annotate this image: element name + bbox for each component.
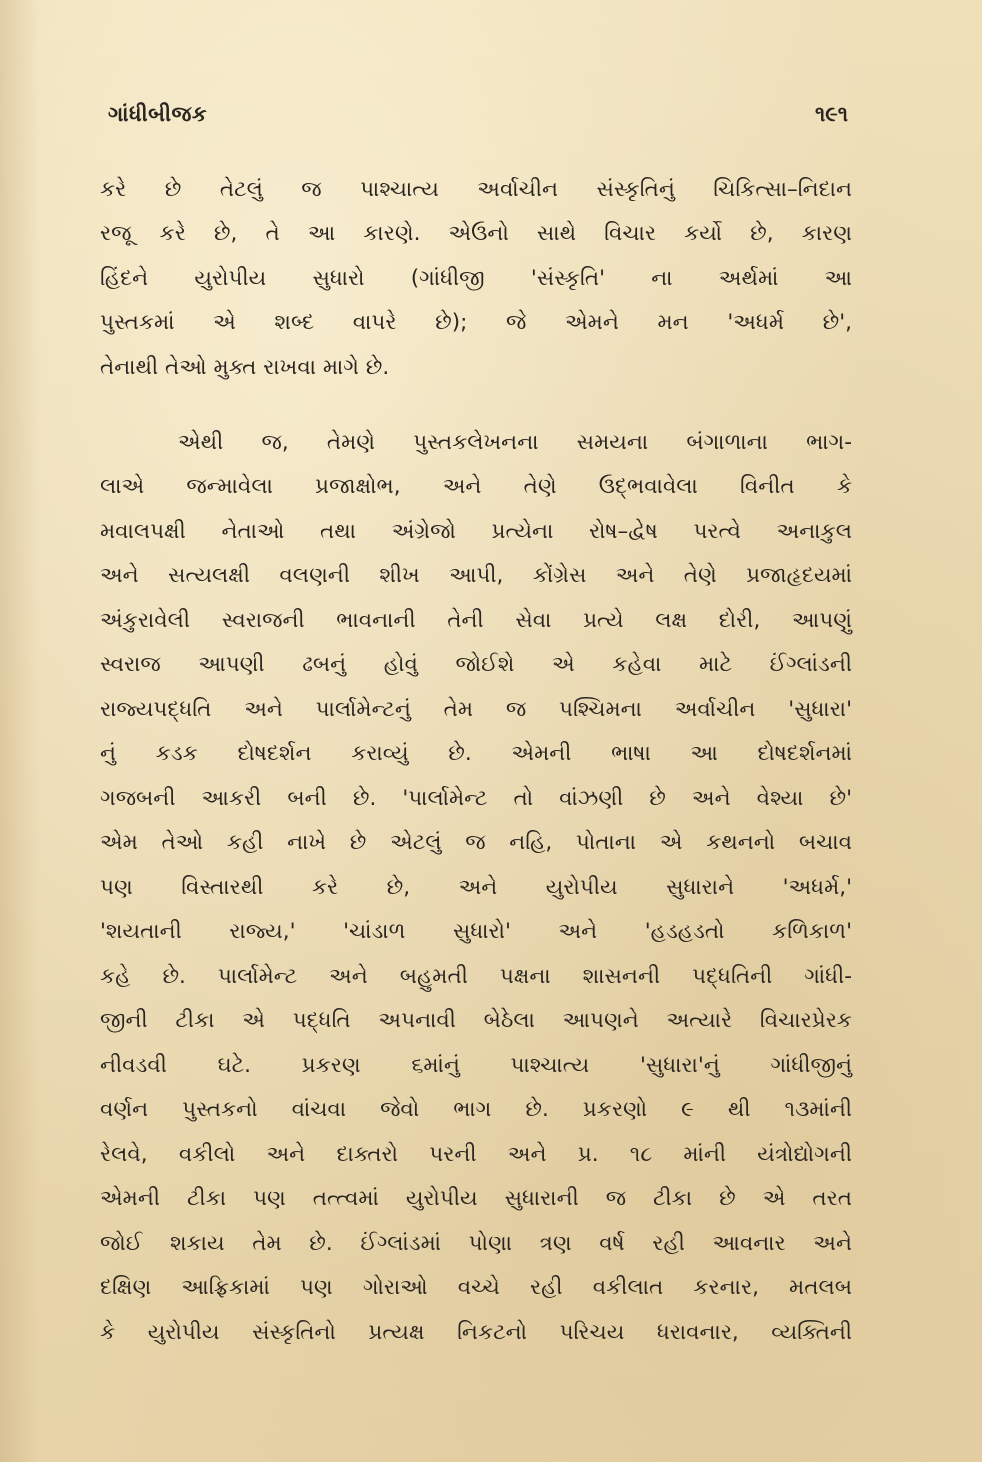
text-line: તેનાથી તેઓ મુક્ત રાખવા માગે છે. bbox=[100, 355, 390, 380]
text-line: પુસ્તકમાં એ શબ્દ વાપરે છે); જે એમને મન 'અધર્મ છે', bbox=[100, 310, 852, 335]
text-line: રજૂ કરે છે, તે આ કારણે. એઉનો સાથે વિચાર કર્યો છે, કારણ bbox=[100, 221, 852, 246]
text-line: પણ વિસ્તારથી કરે છે, અને યુરોપીય સુધારાને 'અધર્મ,' bbox=[100, 875, 852, 900]
text-line: સ્વરાજ આપણી ઢબનું હોવું જોઈશે એ કહેવા માટે ઈંગ્લાંડની bbox=[100, 652, 852, 677]
text-line: 'શયતાની રાજ્ય,' 'ચાંડાળ સુધારો' અને 'હડહડતો કળિકાળ' bbox=[100, 919, 852, 944]
page-edge-shadow bbox=[0, 0, 40, 1462]
text-line: એમની ટીકા પણ તત્ત્વમાં યુરોપીય સુધારાની જ ટીકા છે એ તરત bbox=[100, 1186, 852, 1211]
text-line: એથી જ, તેમણે પુસ્તકલેખનના સમયના બંગાળાના ભાગ- bbox=[178, 430, 852, 455]
text-line: હિંદને યુરોપીય સુધારો (ગાંધીજી 'સંસ્કૃતિ' ના અર્થમાં આ bbox=[100, 266, 852, 291]
running-head: ગાંધીબીજક bbox=[108, 102, 208, 126]
page-number: ૧૯૧ bbox=[814, 102, 848, 126]
text-line: જોઈ શકાય તેમ છે. ઈંગ્લાંડમાં પોણા ત્રણ વર્ષ રહી આવનાર અને bbox=[100, 1231, 852, 1256]
text-line: જીની ટીકા એ પદ્ધતિ અપનાવી બેઠેલા આપણને અત્યારે વિચારપ્રેરક bbox=[100, 1008, 852, 1033]
text-line: વર્ણન પુસ્તકનો વાંચવા જેવો ભાગ છે. પ્રકરણો ૯ થી ૧૩માંની bbox=[100, 1097, 852, 1122]
text-line: કે યુરોપીય સંસ્કૃતિનો પ્રત્યક્ષ નિકટનો પરિચય ધરાવનાર, વ્યક્તિની bbox=[100, 1320, 852, 1345]
text-line: ગજબની આકરી બની છે. 'પાર્લામેન્ટ તો વાંઝણી છે અને વેશ્યા છે' bbox=[100, 786, 852, 811]
text-line: કરે છે તેટલું જ પાશ્ચાત્ય અર્વાચીન સંસ્કૃતિનું ચિકિત્સા–નિદાન bbox=[100, 177, 852, 202]
page-header bbox=[108, 102, 848, 138]
text-line: લાએ જન્માવેલા પ્રજાક્ષોભ, અને તેણે ઉદ્ભવાવેલા વિનીત કે bbox=[100, 474, 852, 499]
text-line: રેલવે, વકીલો અને દાક્તરો પરની અને પ્ર. ૧૮ માંની યંત્રોદ્યોગની bbox=[100, 1142, 852, 1167]
text-line: નું કડક દોષદર્શન કરાવ્યું છે. એમની ભાષા આ દોષદર્શનમાં bbox=[100, 741, 852, 766]
text-line: અને સત્યલક્ષી વલણની શીખ આપી, કોંગ્રેસ અને તેણે પ્રજાહૃદયમાં bbox=[100, 563, 852, 588]
text-line: અંકુરાવેલી સ્વરાજની ભાવનાની તેની સેવા પ્રત્યે લક્ષ દોરી, આપણું bbox=[100, 608, 852, 633]
text-line: દક્ષિણ આફ્રિકામાં પણ ગોરાઓ વચ્ચે રહી વકીલાત કરનાર, મતલબ bbox=[100, 1275, 852, 1300]
text-line: મવાલપક્ષી નેતાઓ તથા અંગ્રેજો પ્રત્યેના રોષ–દ્વેષ પરત્વે અનાકુલ bbox=[100, 519, 852, 544]
text-line: કહે છે. પાર્લામેન્ટ અને બહુમતી પક્ષના શાસનની પદ્ધતિની ગાંધી- bbox=[100, 964, 852, 989]
text-line: એમ તેઓ કહી નાખે છે એટલું જ નહિ, પોતાના એ કથનનો બચાવ bbox=[100, 830, 852, 855]
text-line: રાજ્યપદ્ધતિ અને પાર્લામેન્ટનું તેમ જ પશ્ચિમના અર્વાચીન 'સુધારા' bbox=[100, 697, 852, 722]
text-line: નીવડવી ઘટે. પ્રકરણ ૬માંનું પાશ્ચાત્ય 'સુધારા'નું ગાંધીજીનું bbox=[100, 1053, 852, 1078]
